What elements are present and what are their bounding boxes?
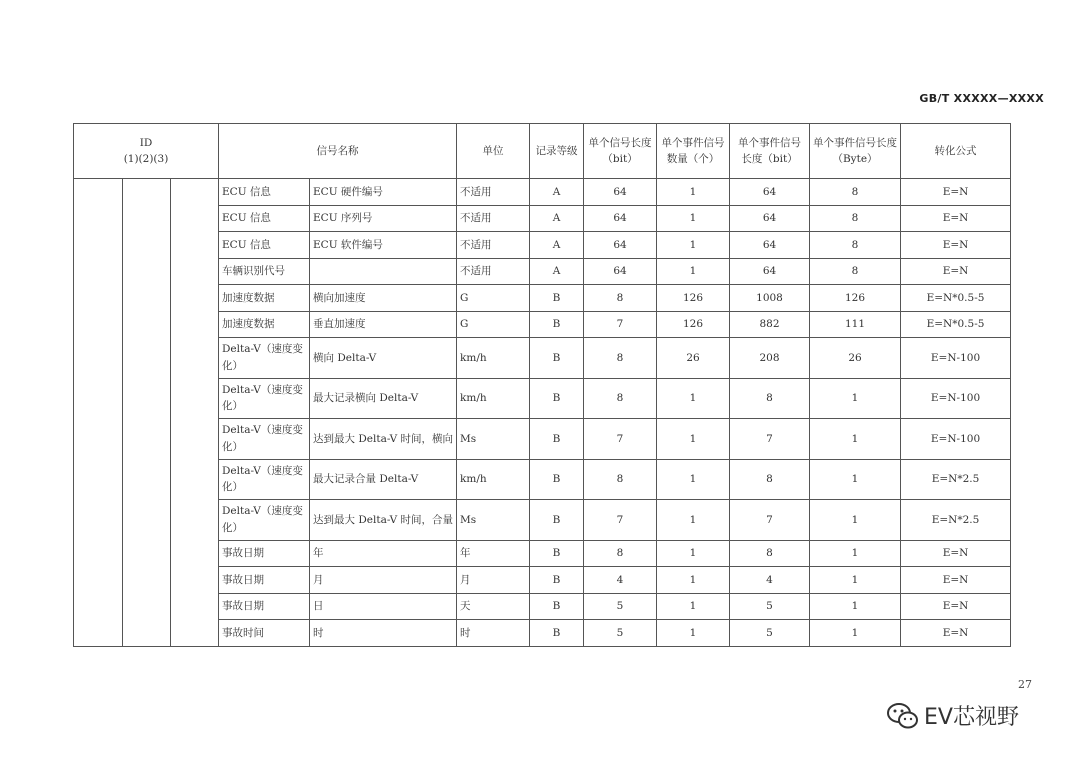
cell-event-count: 1 xyxy=(657,419,730,460)
cell-formula: E=N xyxy=(901,567,1011,594)
id-cell-3 xyxy=(171,179,219,647)
cell-signal-name: 最大记录横向 Delta-V xyxy=(310,378,457,419)
cell-formula: E=N*0.5-5 xyxy=(901,311,1011,338)
watermark-text: EV芯视野 xyxy=(924,705,1019,730)
cell-event-length-byte: 1 xyxy=(810,500,901,541)
header-level: 记录等级 xyxy=(530,124,584,179)
cell-event-length-bit: 208 xyxy=(730,338,810,379)
cell-unit: 天 xyxy=(457,593,530,620)
cell-signal-name: 最大记录合量 Delta-V xyxy=(310,459,457,500)
cell-event-length-bit: 64 xyxy=(730,179,810,206)
cell-signal-name: 横向 Delta-V xyxy=(310,338,457,379)
cell-event-length-bit: 882 xyxy=(730,311,810,338)
cell-category: Delta-V（速度变化） xyxy=(219,378,310,419)
header-id xyxy=(74,124,219,179)
cell-level: B xyxy=(530,540,584,567)
cell-unit: 不适用 xyxy=(457,232,530,259)
header-signal-length: 单个信号长度（bit） xyxy=(584,124,657,179)
cell-unit: km/h xyxy=(457,459,530,500)
cell-event-length-bit: 5 xyxy=(730,593,810,620)
cell-event-length-byte: 1 xyxy=(810,620,901,647)
cell-event-length-byte: 1 xyxy=(810,567,901,594)
cell-unit: km/h xyxy=(457,378,530,419)
watermark xyxy=(886,700,1019,731)
cell-event-count: 1 xyxy=(657,567,730,594)
cell-event-length-bit: 7 xyxy=(730,500,810,541)
cell-event-count: 1 xyxy=(657,500,730,541)
cell-level: B xyxy=(530,620,584,647)
cell-event-count: 1 xyxy=(657,179,730,206)
cell-formula: E=N xyxy=(901,620,1011,647)
standard-code: GB/T XXXXX—XXXX xyxy=(919,92,1044,105)
cell-unit: 不适用 xyxy=(457,258,530,285)
cell-signal-name: 垂直加速度 xyxy=(310,311,457,338)
cell-signal-length: 8 xyxy=(584,459,657,500)
cell-signal-length: 8 xyxy=(584,540,657,567)
cell-formula: E=N-100 xyxy=(901,338,1011,379)
cell-event-length-byte: 1 xyxy=(810,540,901,567)
cell-signal-length: 64 xyxy=(584,258,657,285)
cell-level: B xyxy=(530,311,584,338)
cell-level: A xyxy=(530,179,584,206)
cell-event-length-bit: 7 xyxy=(730,419,810,460)
cell-event-length-bit: 8 xyxy=(730,459,810,500)
cell-event-length-bit: 8 xyxy=(730,540,810,567)
cell-signal-name: 月 xyxy=(310,567,457,594)
cell-signal-length: 8 xyxy=(584,378,657,419)
cell-signal-length: 5 xyxy=(584,620,657,647)
cell-event-length-bit: 1008 xyxy=(730,285,810,312)
cell-signal-name: 日 xyxy=(310,593,457,620)
cell-level: B xyxy=(530,419,584,460)
cell-signal-length: 8 xyxy=(584,285,657,312)
cell-category: Delta-V（速度变化） xyxy=(219,338,310,379)
cell-event-length-bit: 5 xyxy=(730,620,810,647)
cell-event-length-bit: 64 xyxy=(730,258,810,285)
cell-signal-name: ECU 软件编号 xyxy=(310,232,457,259)
cell-event-length-byte: 8 xyxy=(810,258,901,285)
cell-unit: G xyxy=(457,311,530,338)
cell-event-length-byte: 1 xyxy=(810,419,901,460)
header-event-count: 单个事件信号数量（个） xyxy=(657,124,730,179)
cell-unit: Ms xyxy=(457,419,530,460)
cell-event-count: 1 xyxy=(657,378,730,419)
cell-level: A xyxy=(530,258,584,285)
cell-level: B xyxy=(530,459,584,500)
cell-event-count: 1 xyxy=(657,232,730,259)
cell-unit: 年 xyxy=(457,540,530,567)
cell-unit: 不适用 xyxy=(457,179,530,206)
cell-level: B xyxy=(530,593,584,620)
cell-category: 事故日期 xyxy=(219,540,310,567)
cell-category: Delta-V（速度变化） xyxy=(219,500,310,541)
cell-category: 事故时间 xyxy=(219,620,310,647)
table-row xyxy=(74,179,1011,206)
cell-category: 事故日期 xyxy=(219,567,310,594)
cell-event-length-byte: 1 xyxy=(810,593,901,620)
cell-event-length-bit: 64 xyxy=(730,205,810,232)
cell-unit: 时 xyxy=(457,620,530,647)
cell-formula: E=N*2.5 xyxy=(901,459,1011,500)
cell-category: Delta-V（速度变化） xyxy=(219,459,310,500)
cell-event-length-byte: 26 xyxy=(810,338,901,379)
cell-category: 加速度数据 xyxy=(219,311,310,338)
cell-category: 车辆识别代号 xyxy=(219,258,310,285)
cell-formula: E=N xyxy=(901,540,1011,567)
cell-signal-name: 横向加速度 xyxy=(310,285,457,312)
page-number: 27 xyxy=(1018,678,1032,691)
id-cell-1 xyxy=(74,179,123,647)
header-id-label: ID xyxy=(139,136,153,149)
cell-event-count: 126 xyxy=(657,285,730,312)
cell-level: B xyxy=(530,567,584,594)
cell-event-count: 1 xyxy=(657,205,730,232)
cell-formula: E=N xyxy=(901,232,1011,259)
header-event-length-bit: 单个事件信号长度（bit） xyxy=(730,124,810,179)
signal-spec-table xyxy=(73,123,1011,647)
cell-event-length-byte: 8 xyxy=(810,179,901,206)
cell-event-count: 126 xyxy=(657,311,730,338)
cell-event-count: 1 xyxy=(657,459,730,500)
cell-category: 加速度数据 xyxy=(219,285,310,312)
header-unit: 单位 xyxy=(457,124,530,179)
cell-event-length-byte: 8 xyxy=(810,232,901,259)
cell-event-length-byte: 8 xyxy=(810,205,901,232)
cell-signal-name: 达到最大 Delta-V 时间，合量 xyxy=(310,500,457,541)
cell-signal-length: 7 xyxy=(584,311,657,338)
cell-formula: E=N*0.5-5 xyxy=(901,285,1011,312)
cell-level: A xyxy=(530,232,584,259)
cell-signal-length: 64 xyxy=(584,205,657,232)
cell-signal-name: 时 xyxy=(310,620,457,647)
cell-event-count: 1 xyxy=(657,593,730,620)
cell-signal-length: 5 xyxy=(584,593,657,620)
id-cell-2 xyxy=(123,179,171,647)
cell-signal-length: 7 xyxy=(584,500,657,541)
cell-event-length-bit: 4 xyxy=(730,567,810,594)
cell-event-length-bit: 64 xyxy=(730,232,810,259)
cell-category: ECU 信息 xyxy=(219,205,310,232)
cell-formula: E=N*2.5 xyxy=(901,500,1011,541)
cell-unit: 不适用 xyxy=(457,205,530,232)
cell-level: B xyxy=(530,500,584,541)
cell-level: A xyxy=(530,205,584,232)
header-signal-name: 信号名称 xyxy=(219,124,457,179)
cell-unit: km/h xyxy=(457,338,530,379)
cell-signal-length: 4 xyxy=(584,567,657,594)
cell-unit: G xyxy=(457,285,530,312)
cell-event-count: 26 xyxy=(657,338,730,379)
cell-signal-name: ECU 序列号 xyxy=(310,205,457,232)
wechat-icon xyxy=(886,702,920,730)
cell-signal-length: 8 xyxy=(584,338,657,379)
cell-unit: 月 xyxy=(457,567,530,594)
cell-formula: E=N xyxy=(901,593,1011,620)
cell-event-length-byte: 111 xyxy=(810,311,901,338)
cell-signal-length: 64 xyxy=(584,232,657,259)
cell-event-count: 1 xyxy=(657,258,730,285)
cell-event-length-byte: 126 xyxy=(810,285,901,312)
cell-signal-name: 年 xyxy=(310,540,457,567)
cell-event-count: 1 xyxy=(657,620,730,647)
cell-event-length-byte: 1 xyxy=(810,459,901,500)
cell-formula: E=N-100 xyxy=(901,378,1011,419)
cell-category: Delta-V（速度变化） xyxy=(219,419,310,460)
cell-event-count: 1 xyxy=(657,540,730,567)
cell-event-length-bit: 8 xyxy=(730,378,810,419)
cell-category: ECU 信息 xyxy=(219,179,310,206)
cell-signal-name xyxy=(310,258,457,285)
cell-formula: E=N-100 xyxy=(901,419,1011,460)
header-event-length-byte: 单个事件信号长度（Byte） xyxy=(810,124,901,179)
cell-signal-name: 达到最大 Delta-V 时间，横向 xyxy=(310,419,457,460)
cell-category: 事故日期 xyxy=(219,593,310,620)
cell-signal-length: 64 xyxy=(584,179,657,206)
cell-formula: E=N xyxy=(901,205,1011,232)
cell-signal-name: ECU 硬件编号 xyxy=(310,179,457,206)
cell-event-length-byte: 1 xyxy=(810,378,901,419)
header-formula: 转化公式 xyxy=(901,124,1011,179)
cell-unit: Ms xyxy=(457,500,530,541)
cell-level: B xyxy=(530,378,584,419)
header-id-sub: (1)(2)(3) xyxy=(123,153,169,165)
cell-formula: E=N xyxy=(901,179,1011,206)
cell-signal-length: 7 xyxy=(584,419,657,460)
cell-category: ECU 信息 xyxy=(219,232,310,259)
cell-formula: E=N xyxy=(901,258,1011,285)
cell-level: B xyxy=(530,338,584,379)
cell-level: B xyxy=(530,285,584,312)
table-header-row xyxy=(74,124,1011,179)
